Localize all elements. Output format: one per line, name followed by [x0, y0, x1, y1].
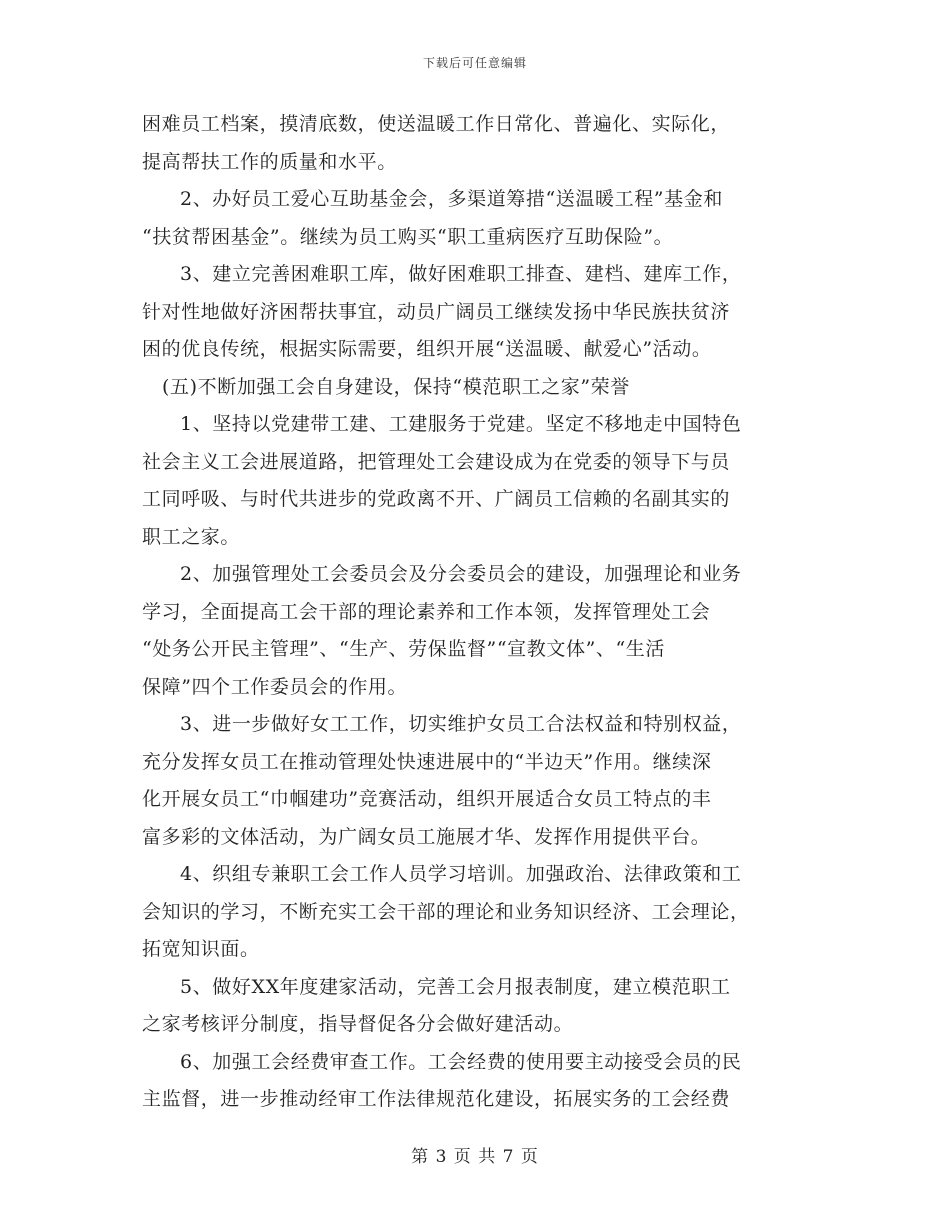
- text-line: 职工之家。: [142, 525, 241, 548]
- text-line: “处务公开民主管理”、“生产、劳保监督”“宣教文体”、“生活: [142, 638, 665, 660]
- text-line: 困的优良传统，根据实际需要，组织开展“送温暖、献爱心”活动。: [142, 338, 712, 360]
- text-line: 2、办好员工爱心互助基金会，多渠道筹措“送温暖工程”基金和: [180, 188, 723, 210]
- text-line: 4、织组专兼职工会工作人员学习培训。加强政治、法律政策和工: [180, 863, 742, 885]
- page-footer: 第 3 页 共 7 页: [411, 1147, 539, 1167]
- text-line: 化开展女员工“巾帼建功”竞赛活动，组织开展适合女员工特点的丰: [142, 788, 712, 810]
- text-line: 3、进一步做好女工工作，切实维护女员工合法权益和特别权益，: [180, 713, 742, 735]
- text-line: 6、加强工会经费审查工作。工会经费的使用要主动接受会员的民: [180, 1050, 742, 1073]
- text-line: 保障”四个工作委员会的作用。: [142, 675, 408, 698]
- document-body: [142, 106, 812, 1119]
- text-line: 针对性地做好济困帮扶事宜，动员广阔员工继续发扬中华民族扶贫济: [142, 300, 731, 323]
- text-line: 主监督，进一步推动经审工作法律规范化建设，拓展实务的工会经费: [142, 1088, 731, 1110]
- text-line: 富多彩的文体活动，为广阔女员工施展才华、发挥作用提供平台。: [142, 825, 711, 848]
- section-heading: (五)不断加强工会自身建设，保持“模范职工之家”荣誉: [162, 375, 630, 398]
- text-line: 学习，全面提高工会干部的理论素养和工作本领，发挥管理处工会: [142, 600, 711, 623]
- page-header: 下载后可任意编辑: [422, 56, 527, 70]
- text-line: 3、建立完善困难职工库，做好困难职工排查、建档、建库工作，: [180, 263, 742, 285]
- text-line: 5、做好XX年度建家活动，完善工会月报表制度，建立模范职工: [180, 975, 731, 998]
- text-line: 会知识的学习，不断充实工会干部的理论和业务知识经济、工会理论，: [142, 900, 750, 923]
- text-line: 困难员工档案，摸清底数，使送温暖工作日常化、普遍化、实际化，: [142, 113, 731, 135]
- text-line: 1、坚持以党建带工建、工建服务于党建。坚定不移地走中国特色: [180, 413, 742, 435]
- text-line: 提高帮扶工作的质量和水平。: [142, 150, 397, 173]
- text-line: 之家考核评分制度，指导督促各分会做好建活动。: [142, 1013, 574, 1035]
- text-line: 社会主义工会进展道路，把管理处工会建设成为在党委的领导下与员: [142, 450, 731, 473]
- text-line: 充分发挥女员工在推动管理处快速进展中的“半边天”作用。继续深: [142, 750, 712, 773]
- text-line: 2、加强管理处工会委员会及分会委员会的建设，加强理论和业务: [180, 563, 742, 585]
- text-line: “扶贫帮困基金”。继续为员工购买“职工重病医疗互助保险”。: [142, 225, 674, 248]
- text-line: 工同呼吸、与时代共进步的党政离不开、广阔员工信赖的名副其实的: [142, 488, 731, 510]
- text-line: 拓宽知识面。: [142, 938, 260, 960]
